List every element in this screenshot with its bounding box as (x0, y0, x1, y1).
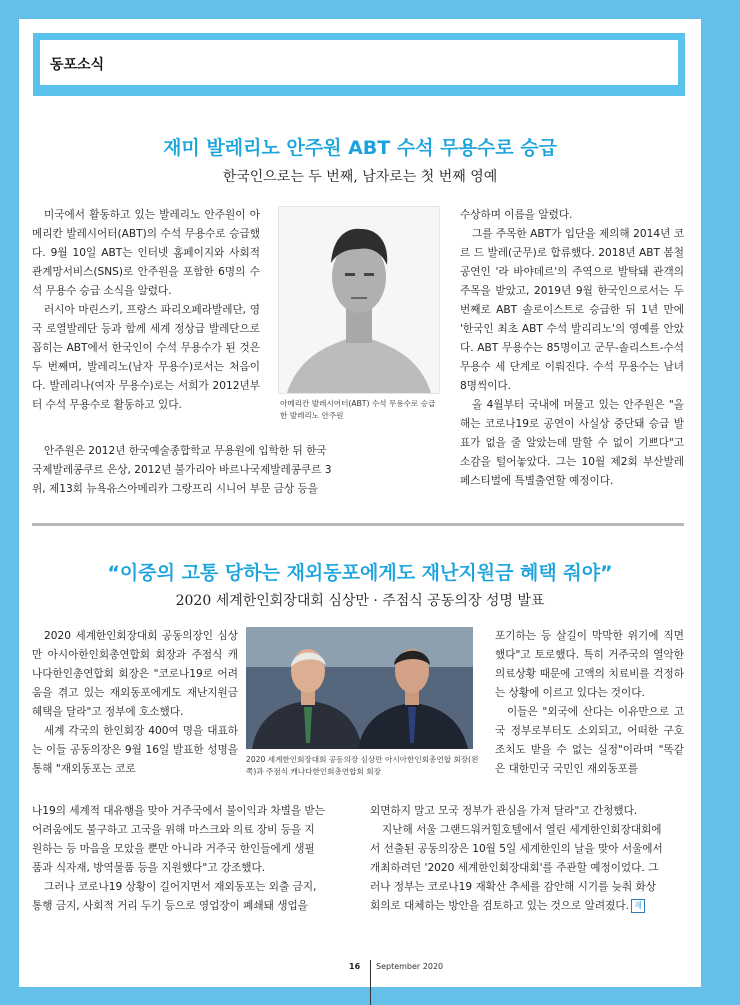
paragraph: 세계 각국의 한인회장 400여 명을 대표하는 이들 공동의장은 9월 16일 발표한 성명을 통해 "재외동포는 코로 (32, 725, 238, 775)
article2-column-1 (32, 627, 238, 799)
portrait-illustration (279, 207, 439, 393)
text-line-content: 회의로 대체하는 방안을 검토하고 있는 것으로 알려졌다. (370, 900, 629, 912)
text-line: 어려움에도 불구하고 고국을 위해 마스크와 의료 장비 등을 지 (32, 824, 315, 836)
article1-column-1 (32, 206, 260, 436)
co-chairs-photo (246, 627, 473, 749)
article1-column-3 (460, 206, 684, 487)
text-line: 지난해 서울 그랜드워커힐호텔에서 열린 세계한인회장대회에 (382, 824, 662, 836)
paragraph: 수상하며 이름을 알렸다. (460, 209, 573, 221)
text-line: 러나 정부는 코로나19 재확산 추세를 감안해 시기를 늦춰 화상 (370, 881, 657, 893)
photo-caption: 2020 세계한인회장대회 공동의장 심상만 아시아한인회총연합 회장(왼쪽)과 주점식 캐나다한인회총연합회 회장 (246, 755, 479, 776)
text-line: 원하는 등 마음을 모았을 뿐만 아니라 거주국 한인들에게 생필 (32, 843, 315, 855)
text-line: 안주원은 2012년 한국예술종합학교 무용원에 입학한 뒤 한국 (44, 445, 327, 457)
article2-column-3 (495, 627, 684, 799)
paragraph: 이들은 "외국에 산다는 이유만으로 고국 정부로부터도 소외되고, 어떠한 구호 조치도 받을 수 없는 실정"이라며 "똑같은 대한민국 국민인 재외동포를 (495, 706, 684, 775)
footer-divider (370, 960, 371, 1005)
article1-subtitle: 한국인으로는 두 번째, 남자로는 첫 번째 영예 (222, 169, 498, 185)
article2-subtitle: 2020 세계한인회장대회 심상만 · 주점식 공동의장 성명 발표 (175, 593, 545, 609)
photo-caption: 아메리칸 발레시어터(ABT) 수석 무용수로 승급한 발레리노 안주원 (280, 399, 436, 420)
text-line: 그러나 코로나19 상황이 길어지면서 재외동포는 외출 금지, (44, 881, 317, 893)
section-header (33, 33, 685, 96)
text-line: 통행 금지, 사회적 거리 두기 등으로 영업장이 폐쇄돼 생업을 (32, 900, 308, 912)
section-label: 동포소식 (50, 57, 105, 73)
text-line (370, 897, 686, 916)
text-line: 품과 식자재, 방역물품 등을 지원했다"고 강조했다. (32, 862, 266, 874)
text-line: 서 선출된 공동의장은 10월 5일 세계한인의 날을 맞아 서울에서 (370, 843, 663, 855)
paragraph: 그를 주목한 ABT가 입단을 제의해 2014년 코르 드 발레(군무)로 합류했다. 2018년 ABT 봄철 공연인 '라 바야데르'의 주역으로 발탁돼 관객의 주목을 받았고, 2019년 9월 한국인으로서는 두 번째로 ABT 솔로이스트로 승급한 뒤 1년 만에 '한국인 최초 ABT 수석 발리리노'의 영예를 안았다. ABT 무용수는 85명이고 군무-솔리스트-수석 무용수 세 단계로 이뤄진다. 수석 무용수는 남녀 8명씩이다. (460, 228, 684, 392)
ballet-dancer-photo (278, 206, 440, 394)
page-number: 16 (349, 962, 361, 971)
paragraph: 미국에서 활동하고 있는 발레리노 안주원이 아메리칸 발레시어터(ABT)의 수석 무용수로 승급했다. 9월 10일 ABT는 인터넷 홈페이지와 사회적관계망서비스(SNS)로 안주원을 포함한 6명의 수석 무용수 승급 소식을 알렸다. (32, 209, 260, 297)
magazine-page (19, 19, 701, 987)
article2-wide-left (32, 802, 368, 916)
article2-wide-right (370, 802, 686, 916)
issue-date: September 2020 (376, 962, 444, 971)
text-line: 나19의 세계적 대유행을 맞아 거주국에서 불이익과 차별을 받는 (32, 805, 325, 817)
text-line: 국제발레콩쿠르 은상, 2012년 불가리아 바르나국제발레콩쿠르 3 (32, 464, 332, 476)
article1-wide-text (32, 442, 372, 499)
end-mark-icon: 재 (631, 899, 645, 913)
text-line: 외면하지 말고 모국 정부가 관심을 가져 달라"고 간청했다. (370, 805, 638, 817)
article1-title: 재미 발레리노 안주원 ABT 수석 무용수로 승급 (163, 137, 557, 159)
paragraph: 올 4월부터 국내에 머물고 있는 안주원은 "올해는 코로나19로 공연이 사실상 중단돼 승급 발표가 없을 줄 알았는데 말할 수 없이 기쁘다"고 소감을 털어놓았다. 그는 10월 제2회 부산발레페스티벌에 특별출연할 예정이다. (460, 399, 684, 487)
paragraph: 포기하는 등 살길이 막막한 위기에 직면했다"고 토로했다. 특히 거주국의 열악한 의료상황 때문에 고액의 치료비를 걱정하는 상황에 이르고 있다는 것이다. (495, 630, 684, 699)
text-line: 개최하려던 '2020 세계한인회장대회'를 주관할 예정이었다. 그 (370, 862, 659, 874)
text-line: 위, 제13회 뉴욕유스아메리카 그랑프리 시니어 부문 금상 등을 (32, 483, 319, 495)
paragraph: 2020 세계한인회장대회 공동의장인 심상만 아시아한인회총연합회 회장과 주점식 캐나다한인총연합회 회장은 "코로나19로 어려움을 겪고 있는 재외동포에게도 재난지원금 혜택을 달라"고 정부에 호소했다. (32, 630, 238, 718)
co-chairs-illustration (246, 627, 473, 749)
paragraph: 러시아 마린스키, 프랑스 파리오페라발레단, 영국 로열발레단 등과 함께 세계 정상급 발레단으로 꼽히는 ABT에서 한국인이 수석 무용수가 된 것은 두 번째며, 발레리노(남자 무용수)로서는 처음이다. 발레리나(여자 무용수)로는 서희가 2012년부터 수석 무용수로 활동하고 있다. (32, 304, 260, 411)
article-divider (32, 523, 684, 526)
article2-title: “이중의 고통 당하는 재외동포에게도 재난지원금 혜택 줘야” (107, 562, 613, 584)
